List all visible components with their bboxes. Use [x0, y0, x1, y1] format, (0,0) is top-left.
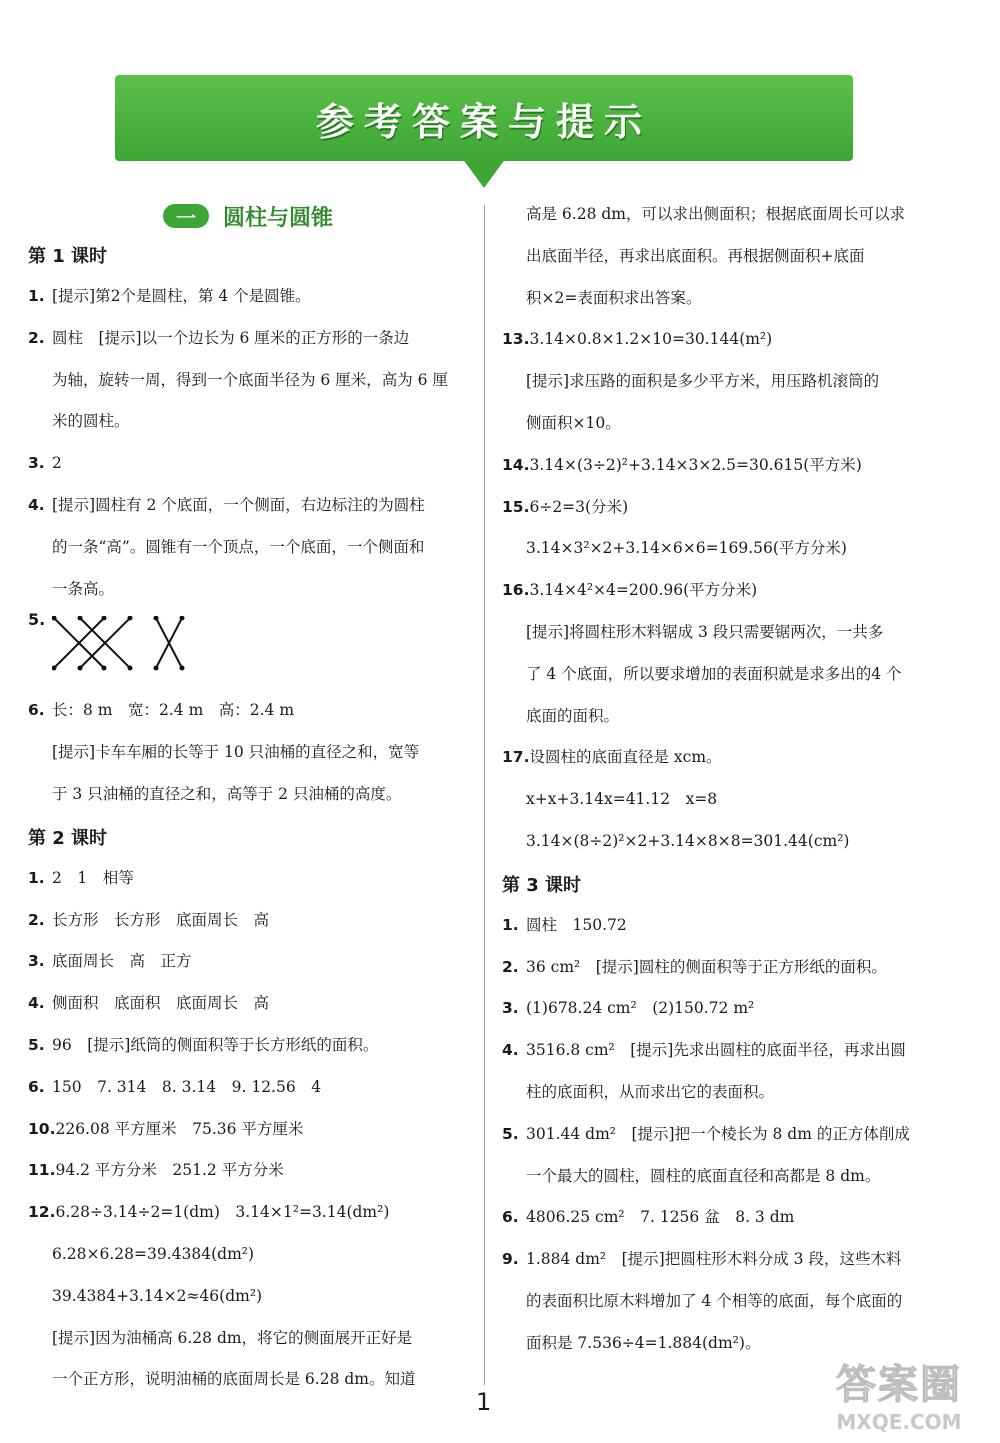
answer-continuation [502, 1323, 942, 1365]
lesson-heading: 第 3 课时 [502, 874, 582, 896]
answer-text: 1.884 dm² [提示]把圆柱形木料分成 3 段，这些木料 [526, 1250, 902, 1269]
answer-continuation [502, 779, 942, 821]
section-banner [115, 75, 853, 161]
answer-line [28, 485, 468, 527]
answer-line [28, 1192, 468, 1234]
question-number: 3. [502, 999, 519, 1018]
answer-continuation [502, 236, 942, 278]
question-number: 16. [502, 581, 530, 600]
answer-text: [提示]求压路的面积是多少平方米，用压路机滚筒的 [526, 372, 880, 391]
answer-continuation [502, 1281, 942, 1323]
question-number: 5. [502, 1124, 519, 1143]
left-column [28, 190, 468, 1401]
question-number: 5. [28, 1035, 45, 1054]
answer-continuation [502, 1156, 942, 1198]
question-number: 14. [502, 455, 530, 474]
question-number: 9. [502, 1250, 519, 1269]
answer-text: 96 [提示]纸筒的侧面积等于长方形纸的面积。 [52, 1035, 379, 1054]
answer-text: 6.28×6.28=39.4384(dm²) [52, 1244, 255, 1263]
answer-text: 3.14×0.8×1.2×10=30.144(m²) [529, 330, 773, 349]
unit-badge: 一 [163, 204, 209, 228]
question-number: 6. [502, 1208, 519, 1227]
answer-text: 2 1 相等 [52, 868, 134, 887]
answer-continuation [28, 732, 468, 774]
answer-text: 39.4384+3.14×2≈46(dm²) [52, 1286, 263, 1305]
answer-text: 的一条“高”。圆锥有一个顶点，一个底面，一个侧面和 [52, 537, 425, 556]
question-number: 4. [28, 994, 45, 1013]
connection-dot [128, 666, 133, 671]
answer-text: [提示]第2个是圆柱，第 4 个是圆锥。 [52, 287, 311, 305]
answer-continuation [502, 403, 942, 445]
question-number: 13. [502, 330, 530, 349]
answer-continuation [502, 821, 942, 863]
answer-line [28, 276, 468, 318]
answer-line [28, 1025, 468, 1067]
unit-heading [28, 198, 468, 234]
answer-line [502, 1197, 942, 1239]
answer-continuation [502, 528, 942, 570]
answer-continuation [502, 654, 942, 696]
answer-text: (1)678.24 cm² (2)150.72 m² [526, 999, 755, 1018]
answer-continuation [502, 194, 942, 236]
answer-line [28, 1067, 468, 1109]
answer-text: 出底面半径，再求出底面积。再根据侧面积+底面 [526, 246, 865, 265]
answer-continuation [28, 1318, 468, 1360]
answer-text: 3.14×(8÷2)²×2+3.14×8×8=301.44(cm²) [526, 831, 850, 850]
answer-text: 4806.25 cm² 7. 1256 盆 8. 3 dm [526, 1208, 795, 1227]
question-number: 11. [28, 1161, 56, 1180]
connection-dot [180, 666, 185, 671]
answer-line [502, 319, 942, 361]
answer-text: 6÷2=3(分米) [529, 497, 629, 516]
answer-line [502, 1114, 942, 1156]
answer-line [502, 1239, 942, 1281]
answer-text: 2 [52, 454, 62, 473]
answer-line [28, 858, 468, 900]
matching-figure [28, 610, 468, 690]
answer-text: 一个正方形，说明油桶的底面周长是 6.28 dm。知道 [52, 1370, 416, 1389]
answer-line [28, 318, 468, 360]
banner-title: 参考答案与提示 [315, 99, 652, 144]
answer-text: 侧面积×10。 [526, 413, 621, 432]
answer-text: 3.14×4²×4=200.96(平方分米) [529, 581, 758, 600]
answer-text: 3.14×3²×2+3.14×6×6=169.56(平方分米) [526, 539, 847, 558]
connection-dot [78, 666, 83, 671]
answer-text: 3.14×(3÷2)²+3.14×3×2.5=30.615(平方米) [529, 455, 862, 474]
question-number: 17. [502, 748, 530, 767]
answer-line [502, 1030, 942, 1072]
answer-text: 为轴，旋转一周，得到一个底面半径为 6 厘米，高为 6 厘 [52, 370, 448, 389]
question-number: 5. [28, 610, 46, 630]
question-number: 4. [28, 495, 45, 514]
answer-text: [提示]将圆柱形木料锯成 3 段只需要锯两次，一共多 [526, 622, 884, 641]
answer-text: 的表面积比原木料增加了 4 个相等的底面，每个底面的 [526, 1291, 903, 1310]
answer-text: [提示]圆柱有 2 个底面，一个侧面，右边标注的为圆柱 [52, 495, 425, 514]
question-number: 12. [28, 1203, 56, 1222]
answer-continuation [28, 1359, 468, 1401]
answer-text: 一个最大的圆柱，圆柱的底面直径和高都是 8 dm。 [526, 1166, 881, 1185]
question-number: 1. [502, 915, 519, 934]
answer-text: 面积是 7.536÷4=1.884(dm²)。 [526, 1333, 761, 1352]
answer-continuation [502, 278, 942, 320]
unit-title: 圆柱与圆锥 [222, 205, 333, 231]
answer-line [502, 905, 942, 947]
answer-line [28, 900, 468, 942]
answer-text: 圆柱 [提示]以一个边长为 6 厘米的正方形的一条边 [52, 328, 410, 347]
question-number: 3. [28, 952, 45, 971]
question-number: 1. [28, 868, 45, 887]
answer-text: 圆柱 150.72 [526, 915, 627, 934]
answer-continuation [28, 360, 468, 402]
question-number: 2. [28, 910, 45, 929]
connection-dot [154, 666, 159, 671]
question-number: 3. [28, 454, 45, 473]
right-column [502, 194, 942, 1365]
answer-line [28, 941, 468, 983]
answer-line [502, 570, 942, 612]
answer-text: 226.08 平方厘米 75.36 平方厘米 [55, 1119, 304, 1138]
answer-text: 侧面积 底面积 底面周长 高 [52, 994, 270, 1013]
answer-text: 94.2 平方分米 251.2 平方分米 [55, 1161, 284, 1180]
answer-continuation [502, 361, 942, 403]
watermark-url: MXQE.COM [836, 1410, 962, 1434]
answer-text: [提示]卡车车厢的长等于 10 只油桶的直径之和，宽等 [52, 743, 420, 762]
answer-line [502, 737, 942, 779]
banner-pointer [462, 158, 506, 188]
answer-text: 底面的面积。 [526, 706, 620, 725]
answer-line [28, 983, 468, 1025]
answer-line [28, 1150, 468, 1192]
answer-text: 长方形 长方形 底面周长 高 [52, 910, 270, 929]
answer-text: 设圆柱的底面直径是 xcm。 [529, 748, 722, 767]
answer-text: 米的圆柱。 [52, 412, 130, 431]
answer-line [502, 487, 942, 529]
answer-text: 于 3 只油桶的直径之和，高等于 2 只油桶的高度。 [52, 784, 402, 803]
answer-continuation [28, 1234, 468, 1276]
answer-continuation [502, 612, 942, 654]
answer-text: [提示]因为油桶高 6.28 dm，将它的侧面展开正好是 [52, 1328, 413, 1347]
answer-text: 150 7. 314 8. 3.14 9. 12.56 4 [52, 1077, 322, 1096]
connection-lines-figure [52, 616, 192, 672]
answer-text: 6.28÷3.14÷2=1(dm) 3.14×1²=3.14(dm²) [55, 1203, 390, 1222]
column-divider [484, 205, 485, 1385]
answer-line [502, 947, 942, 989]
answer-text: 长：8 m 宽：2.4 m 高：2.4 m [52, 701, 295, 720]
answer-text: 301.44 dm² [提示]把一个棱长为 8 dm 的正方体削成 [526, 1124, 910, 1143]
answer-continuation [28, 401, 468, 443]
answer-continuation [28, 1276, 468, 1318]
lesson-heading: 第 1 课时 [28, 246, 108, 267]
question-number: 10. [28, 1119, 56, 1138]
question-number: 15. [502, 497, 530, 516]
answer-continuation [502, 696, 942, 738]
answer-text: 了 4 个底面，所以要求增加的表面积就是求多出的4 个 [526, 664, 902, 683]
answer-line [502, 988, 942, 1030]
question-number: 6. [28, 701, 45, 720]
answer-text: 3516.8 cm² [提示]先求出圆柱的底面半径，再求出圆 [526, 1041, 906, 1060]
answer-line [502, 445, 942, 487]
left-answer-list [28, 238, 468, 1401]
lesson-heading: 第 2 课时 [28, 827, 108, 849]
question-number: 2. [502, 957, 519, 976]
answer-text: 底面周长 高 正方 [52, 952, 192, 971]
answer-text: 积×2=表面积求出答案。 [526, 288, 702, 307]
answer-text: x+x+3.14x=41.12 x=8 [526, 790, 718, 809]
answer-continuation [28, 774, 468, 816]
question-number: 6. [28, 1077, 45, 1096]
answer-text: 柱的底面积，从而求出它的表面积。 [526, 1082, 775, 1101]
answer-continuation [502, 1072, 942, 1114]
answer-text: 36 cm² [提示]圆柱的侧面积等于正方形纸的面积。 [526, 957, 887, 976]
answer-line [28, 443, 468, 485]
answer-text: 高是 6.28 dm，可以求出侧面积；根据底面周长可以求 [526, 205, 905, 223]
watermark-logo: 答案圈 [836, 1362, 962, 1408]
question-number: 2. [28, 328, 45, 347]
question-number: 1. [28, 287, 45, 305]
answer-text: 一条高。 [52, 579, 115, 598]
right-answer-list [502, 194, 942, 1365]
connection-dot [102, 666, 107, 671]
page-number: 1 [476, 1388, 492, 1416]
answer-continuation [28, 527, 468, 569]
answer-continuation [28, 569, 468, 611]
watermark [808, 1360, 990, 1438]
question-number: 4. [502, 1041, 519, 1060]
answer-line [28, 1109, 468, 1151]
answer-line [28, 690, 468, 732]
